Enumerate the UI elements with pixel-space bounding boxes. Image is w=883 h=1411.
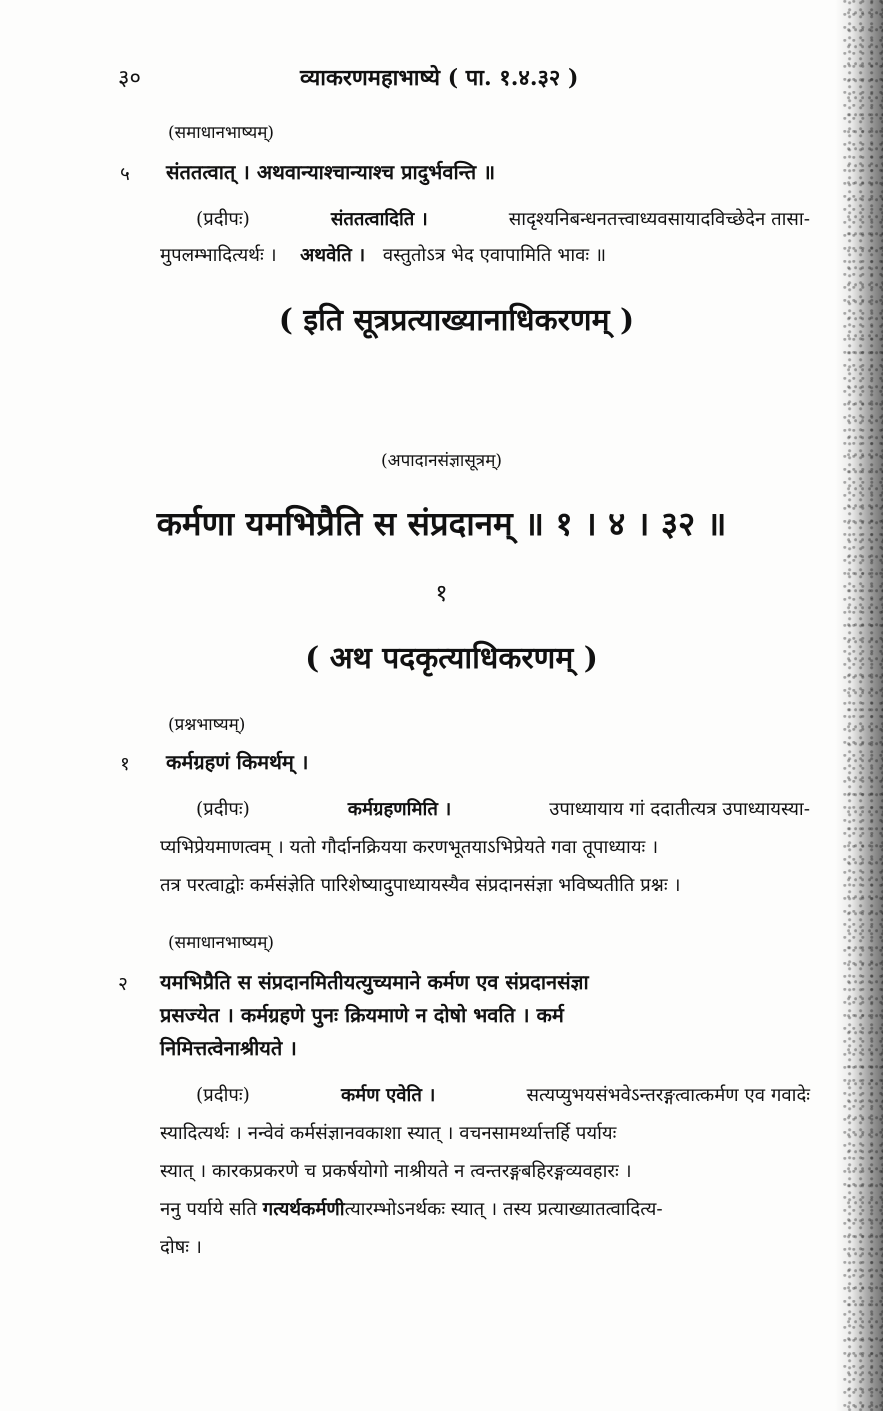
block3-bhashya-line2: प्रसज्येत । कर्मग्रहणे पुनः क्रियमाणे न दोषो भवति । कर्म: [160, 1003, 564, 1027]
pradipa-text: त्यारम्भोऽनर्थकः स्यात् । तस्य प्रत्याख्यातत्वादित्य-: [344, 1199, 663, 1220]
pradipa-pratika: कर्मण एवेति ।: [340, 1085, 436, 1106]
block2-pradipa-line1: [196, 796, 810, 821]
pradipa-text: सत्यप्युभयसंभवेऽन्तरङ्गत्वात्कर्मण एव गवादेः: [526, 1085, 810, 1106]
block3-pradipa-line5: दोषः ।: [160, 1237, 202, 1258]
block2-bhashya-text: कर्मग्रहणं किमर्थम् ।: [166, 750, 309, 774]
pradipa-text: वस्तुतोऽत्र भेद एवापामिति भावः ॥: [382, 245, 607, 266]
pradipa-text: ननु पर्याये सति: [160, 1199, 257, 1220]
block3-pradipa-line1: [196, 1082, 810, 1107]
adhikarana-start-heading: ( अथ पदकृत्याधिकरणम् ): [305, 641, 598, 676]
block2-pradipa-line3: तत्र परत्वाद्वोः कर्मसंज्ञेति पारिशेष्यादुपाध्यायस्यैव संप्रदानसंज्ञा भविष्यतीति प्रश्नः ।: [160, 875, 681, 896]
block3-label: (समाधानभाष्यम्): [168, 933, 275, 953]
block1-pradipa-line2: [160, 242, 606, 267]
block3-number: २: [118, 973, 128, 995]
block3-pradipa-line4: [160, 1196, 663, 1221]
sutra-heading: कर्मणा यमभिप्रैति स संप्रदानम् ॥ १ । ४ । ३२ ॥: [156, 504, 727, 543]
block3-pradipa-line3: स्यात् । कारकप्रकरणे च प्रकर्षयोगो नाश्रीयते न त्वन्तरङ्गबहिरङ्गव्यवहारः ।: [160, 1161, 632, 1182]
pradipa-text: उपाध्यायाय गां ददातीत्यत्र उपाध्यायस्या-: [549, 799, 810, 820]
pradipa-pratika: संततत्वादिति ।: [330, 209, 428, 230]
page-number: ३०: [118, 66, 141, 91]
pradipa-text: मुपलम्भादित्यर्थः ।: [160, 245, 277, 266]
block1-label: (समाधानभाष्यम्): [168, 123, 275, 143]
block1-bhashya-text: संततत्वात् । अथवान्याश्चान्याश्च प्रादुर्भवन्ति ॥: [166, 160, 496, 184]
adhikarana-end-heading: ( इति सूत्रप्रत्याख्यानाधिकरणम् ): [278, 303, 635, 338]
block3-bhashya-line1: यमभिप्रैति स संप्रदानमितीयत्युच्यमाने कर्मण एव संप्रदानसंज्ञा: [160, 970, 589, 994]
block2-number: १: [120, 753, 130, 775]
block2-label: (प्रश्नभाष्यम्): [168, 715, 246, 735]
block2-pradipa-line2: प्यभिप्रेयमाणत्वम् । यतो गौर्दानक्रियया करणभूतयाऽभिप्रेयते गवा तूपाध्यायः ।: [160, 837, 659, 858]
pradipa-head: (प्रदीपः): [196, 799, 250, 820]
block1-pradipa-line1: [196, 206, 810, 231]
block3-pradipa-line2: स्यादित्यर्थः । नन्वेवं कर्मसंज्ञानवकाशा स्यात् । वचनसामर्थ्यात्तर्हि पर्यायः: [160, 1123, 617, 1144]
page-edge-speckle: [843, 0, 883, 1411]
running-title: व्याकरणमहाभाष्ये ( पा. १.४.३२ ): [300, 65, 579, 91]
sutra-label: (अपादानसंज्ञासूत्रम्): [380, 451, 502, 471]
section-number: १: [435, 579, 448, 607]
pradipa-head: (प्रदीपः): [196, 1085, 250, 1106]
block3-bhashya-line3: निमित्तत्वेनाश्रीयते ।: [160, 1036, 297, 1060]
pradipa-text: सादृश्यनिबन्धनतत्त्वाध्यवसायादविच्छेदेन तासा-: [508, 209, 810, 230]
block1-number: ५: [120, 163, 130, 185]
pradipa-pratika: गत्यर्थकर्मणी: [262, 1199, 345, 1220]
pradipa-head: (प्रदीपः): [196, 209, 250, 230]
pradipa-pratika: कर्मग्रहणमिति ।: [347, 799, 452, 820]
pradipa-pratika: अथवेति ।: [300, 245, 366, 266]
